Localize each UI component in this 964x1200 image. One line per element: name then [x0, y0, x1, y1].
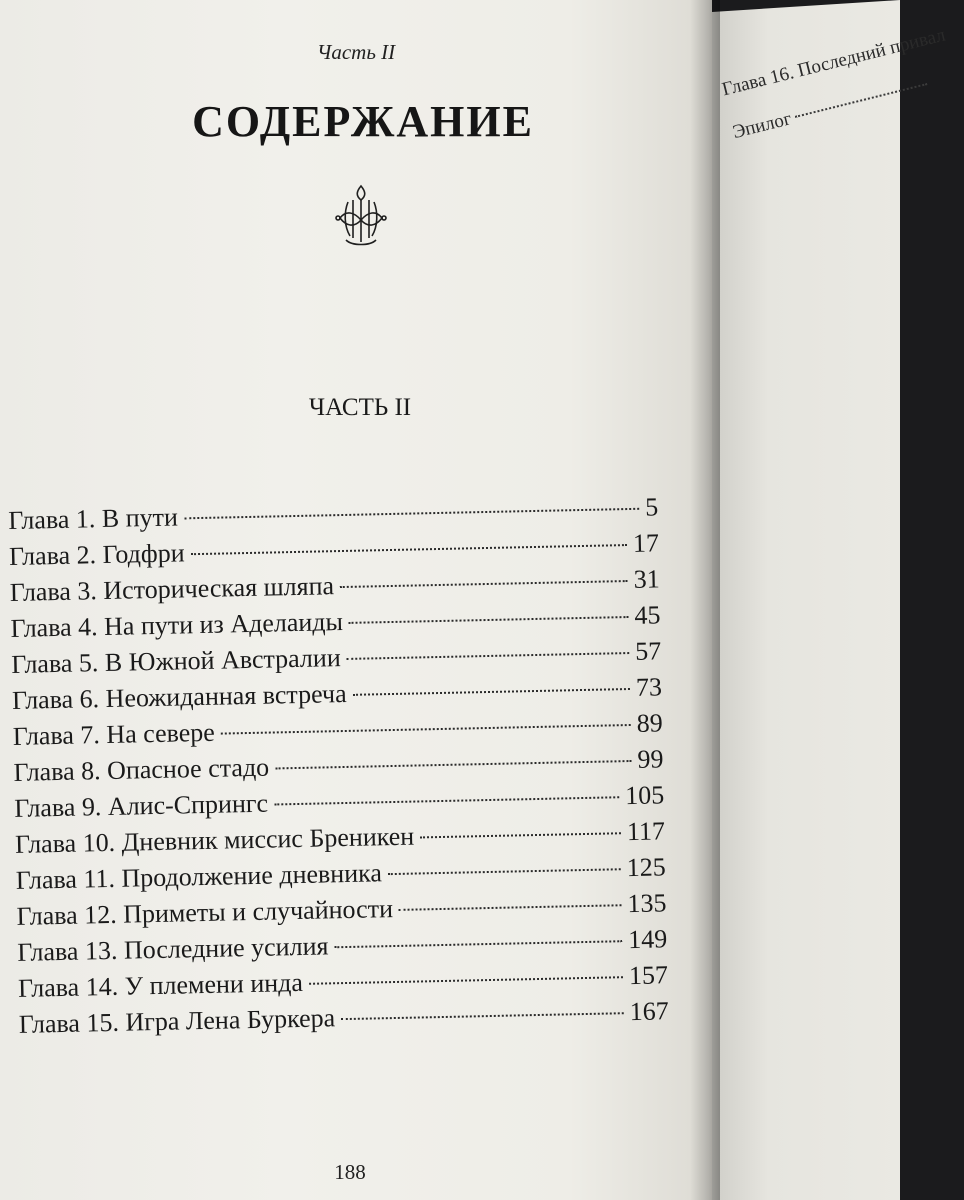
toc-entry-page: 167	[629, 996, 670, 1027]
toc-leader-dots	[184, 508, 639, 520]
toc-entry-page: 89	[636, 708, 663, 738]
toc-leader-dots	[349, 616, 629, 624]
toc-entry-page: 73	[635, 672, 663, 702]
toc-entry-page: 17	[632, 528, 660, 558]
toc-entry-page: 149	[627, 924, 668, 955]
toc-entry-page: 135	[627, 888, 667, 919]
page-number: 188	[334, 1160, 366, 1184]
toc-leader-dots	[309, 976, 623, 985]
toc-leader-dots	[221, 724, 631, 735]
toc-entry-page: 157	[628, 960, 669, 991]
toc-entry-page: 125	[626, 852, 667, 883]
toc-entry-title: Глава 10. Дневник миссис Бреникен	[14, 821, 415, 859]
table-of-contents	[8, 492, 669, 1045]
toc-entry-title: Глава 11. Продолжение дневника	[15, 858, 383, 895]
toc-leader-dots	[275, 760, 631, 769]
toc-entry-page: 117	[626, 816, 666, 847]
toc-entry-title: Глава 1. В пути	[8, 502, 179, 535]
toc-leader-dots	[340, 580, 628, 588]
page-title: СОДЕРЖАНИЕ	[192, 97, 534, 146]
running-head: Часть II	[316, 40, 396, 64]
book-gutter	[690, 0, 720, 1200]
toc-leader-dots	[191, 544, 627, 555]
toc-leader-dots	[347, 652, 630, 660]
toc-entry-title: Глава 3. Историческая шляпа	[9, 571, 335, 607]
toc-entry-title: Глава 16. Последний привал	[720, 24, 948, 101]
toc-entry-page: 57	[634, 636, 662, 666]
right-page	[712, 0, 900, 1200]
toc-entry-title: Глава 13. Последние усилия	[17, 931, 329, 967]
toc-entry-title: Глава 6. Неожиданная встреча	[11, 678, 347, 715]
toc-leader-dots	[353, 688, 630, 696]
toc-entry-page: 5	[644, 492, 659, 522]
toc-leader-dots	[399, 904, 622, 911]
toc-entry-page: 99	[637, 744, 664, 774]
monogram-ornament-icon	[326, 182, 396, 252]
toc-entry-title: Глава 15. Игра Лена Буркера	[18, 1003, 336, 1039]
part-heading: ЧАСТЬ II	[308, 394, 412, 421]
toc-entry-page: 45	[634, 600, 661, 630]
toc-entry-title: Глава 12. Приметы и случайности	[16, 894, 394, 931]
toc-entry-title: Глава 2. Годфри	[8, 538, 185, 571]
toc-leader-dots	[334, 940, 622, 948]
toc-entry-page: 31	[633, 564, 660, 594]
toc-entry-title: Глава 5. В Южной Австралии	[11, 643, 341, 679]
toc-entry-title: Эпилог	[730, 108, 794, 144]
toc-entry-title: Глава 9. Алис-Спрингс	[14, 788, 269, 823]
toc-leader-dots	[341, 1012, 624, 1020]
toc-entry-title: Глава 7. На севере	[12, 717, 216, 751]
toc-entry-title: Глава 8. Опасное стадо	[13, 752, 270, 787]
toc-leader-dots	[420, 832, 621, 838]
toc-entry-title: Глава 14. У племени инда	[17, 967, 304, 1003]
toc-entry-page: 105	[624, 780, 665, 811]
toc-leader-dots	[274, 796, 619, 805]
toc-entry-title: Глава 4. На пути из Аделаиды	[10, 607, 344, 643]
toc-leader-dots	[388, 868, 621, 875]
